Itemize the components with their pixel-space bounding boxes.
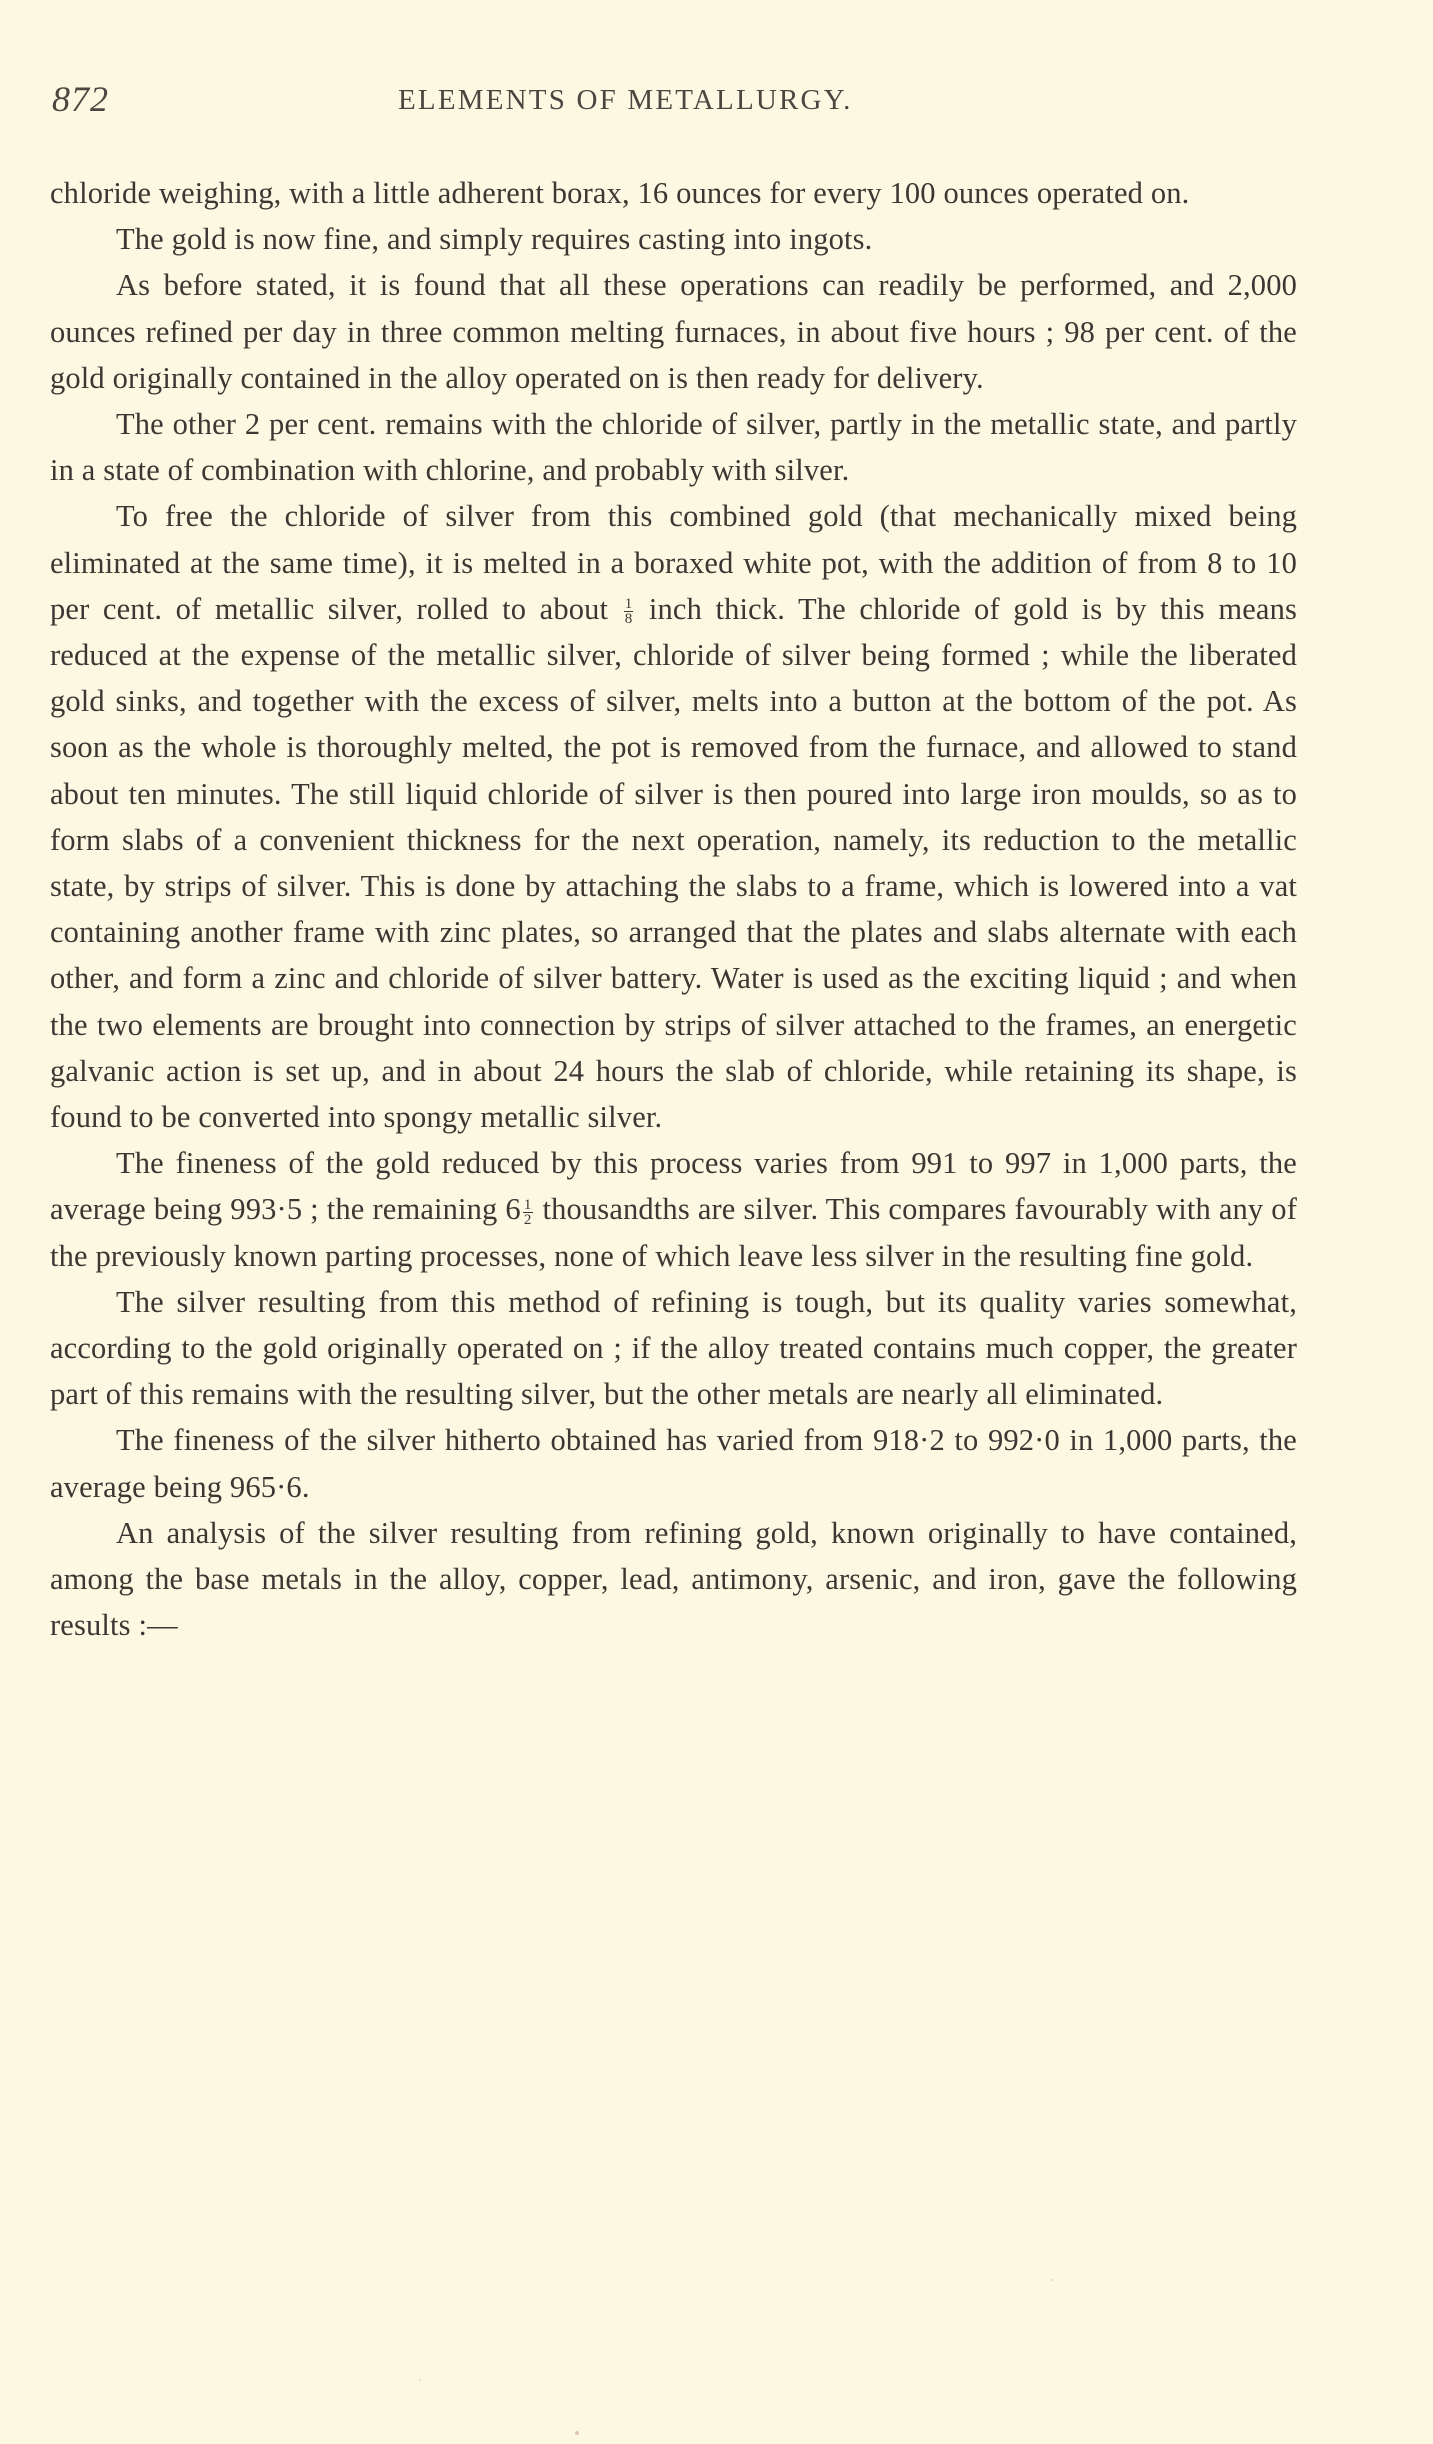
page-number: 872 xyxy=(52,79,109,119)
fraction-numerator: 1 xyxy=(523,1196,532,1213)
fraction-one-half xyxy=(523,1198,533,1227)
running-title: ELEMENTS OF METALLURGY. xyxy=(398,84,853,116)
paragraph-text: The fineness of the gold reduced by this process varies from 991 to 997 in 1,000 parts, the average being 993·5 ; the remaining 6 xyxy=(50,1146,1297,1227)
paragraph-text: As before stated, it is found that all these operations can readily be performed, and 2,000 ounces refined per day in three common melting furnaces, in about five hours ; 98 per cent. of the gold originally contained in the alloy operated on is then ready for delivery. xyxy=(50,268,1297,395)
paragraph-text: The other 2 per cent. remains with the chloride of silver, partly in the metallic state, and partly in a state of combination with chlorine, and probably with silver. xyxy=(50,407,1297,488)
paragraph xyxy=(50,1279,1297,1418)
paragraph-continued xyxy=(50,170,1297,216)
paragraph xyxy=(50,1140,1297,1279)
paragraph xyxy=(50,401,1297,493)
paragraph-text: The gold is now fine, and simply requires casting into ingots. xyxy=(116,222,873,257)
paragraph xyxy=(50,262,1297,401)
paragraph-text: chloride weighing, with a little adherent borax, 16 ounces for every 100 ounces operated on. xyxy=(50,176,1190,210)
body-text xyxy=(50,170,1297,1649)
running-head xyxy=(50,78,1297,128)
paragraph xyxy=(50,493,1297,1140)
fraction-denominator: 8 xyxy=(624,611,633,628)
paragraph-text: thousandths are silver. This compares favourably with any of the previously known parting processes, none of which leave less silver in the resulting fine gold. xyxy=(50,1192,1298,1273)
fraction-numerator: 1 xyxy=(624,596,633,613)
paragraph-text: The fineness of the silver hitherto obtained has varied from 918·2 to 992·0 in 1,000 parts, the average being 965·6. xyxy=(50,1423,1297,1504)
paragraph-text: inch thick. The chloride of gold is by this means reduced at the expense of the metallic silver, chloride of silver being formed ; while the liberated gold sinks, and together with the excess of silver, melts into a button at the bottom of the pot. As soon as the whole is thoroughly melted, the pot is removed from the furnace, and allowed to stand about ten minutes. The still liquid chloride of silver is then poured into large iron moulds, so as to form slabs of a convenient thickness for the next operation, namely, its reduction to the metallic state, by strips of silver. This is done by attaching the slabs to a frame, which is lowered into a vat containing another frame with zinc plates, so arranged that the plates and slabs alternate with each other, and form a zinc and chloride of silver battery. Water is used as the exciting liquid ; and when the two elements are brought into connection by strips of silver attached to the frames, an energetic galvanic action is set up, and in about 24 hours the slab of chloride, while retaining its shape, is found to be converted into spongy metallic silver. xyxy=(50,591,1297,1135)
paragraph-text: The silver resulting from this method of refining is tough, but its quality varies somewhat, according to the gold originally operated on ; if the alloy treated contains much copper, the greater part of this remains with the resulting silver, but the other metals are nearly all eliminated. xyxy=(50,1284,1297,1412)
paragraph-text: An analysis of the silver resulting from refining gold, known originally to have contained, among the base metals in the alloy, copper, lead, antimony, arsenic, and iron, gave the following results :— xyxy=(50,1515,1297,1643)
paragraph xyxy=(50,1417,1297,1509)
paragraph xyxy=(50,216,1297,262)
paragraph xyxy=(50,1510,1297,1649)
fraction-denominator: 2 xyxy=(523,1211,532,1228)
paragraph-text: To free the chloride of silver from this combined gold (that mechanically mixed being eliminated at the same time), it is melted in a boraxed white pot, with the addition of from 8 to 10 per cent. of metallic silver, rolled to about xyxy=(50,499,1297,626)
fraction-one-eighth xyxy=(624,597,634,626)
